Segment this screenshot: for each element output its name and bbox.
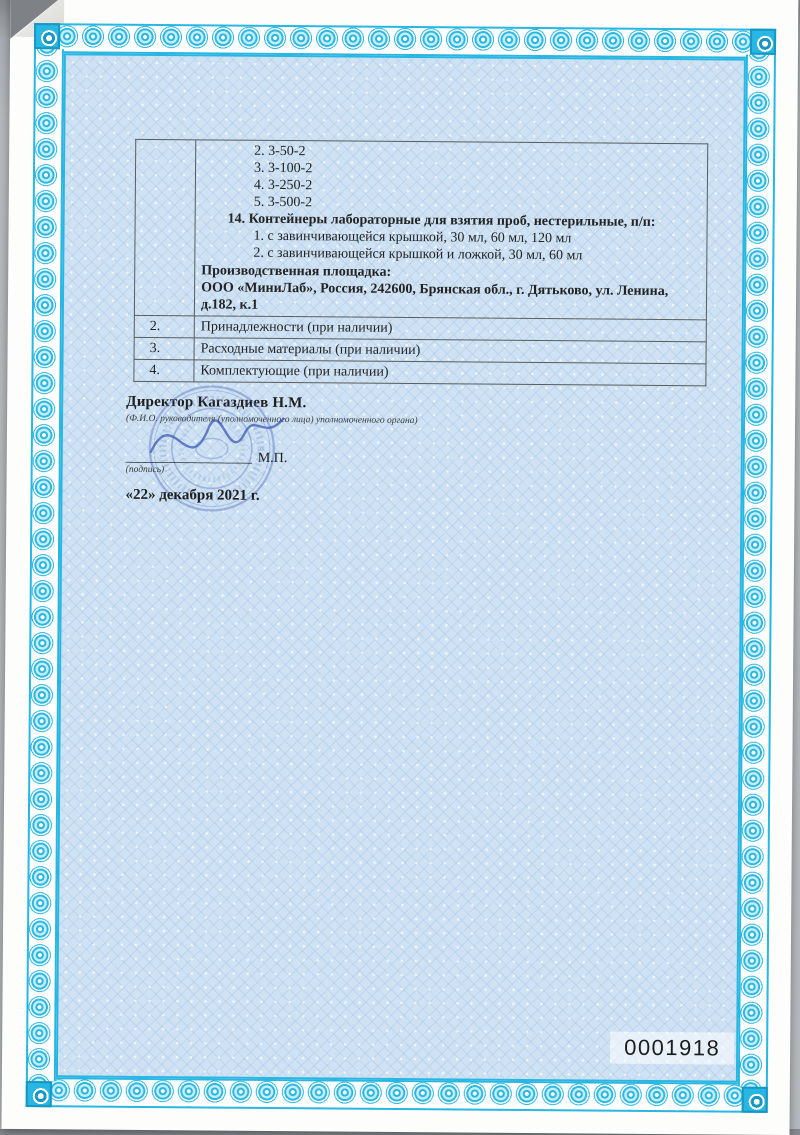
list-item: 1. с завинчивающейся крышкой, 30 мл, 60 мл, 120 мл xyxy=(253,229,572,247)
table-cell-number xyxy=(134,139,195,315)
table-cell-number: 3. xyxy=(134,337,194,360)
director-caption: (Ф.И.О. руководителя (уполномоченного лица) уполномоченного органа) xyxy=(126,413,418,427)
table-cell-text: Принадлежности (при наличии) xyxy=(194,316,706,342)
border-corner-rosette xyxy=(26,1081,52,1107)
table-cell-number: 4. xyxy=(134,359,194,382)
signature-caption: (подпись) xyxy=(125,464,165,476)
table-cell-number: 2. xyxy=(134,315,194,338)
items-table xyxy=(133,139,708,387)
item-14-title: 14. Контейнеры лабораторные для взятия проб, нестерильные, п/п: xyxy=(227,211,656,231)
certificate-body xyxy=(56,53,746,1082)
border-corner-rosette xyxy=(34,23,60,49)
signature-rule: __________________ xyxy=(125,449,252,466)
table-row xyxy=(134,139,707,319)
serial-number: 0001918 xyxy=(610,1032,734,1065)
paper-sheet xyxy=(1,0,798,1135)
table-cell-text: Комплектующие (при наличии) xyxy=(194,360,706,386)
director-name-line: Директор Кагаздиев Н.М. xyxy=(126,393,307,412)
list-item: 5. 3-500-2 xyxy=(253,195,313,211)
mp-label: М.П. xyxy=(257,450,288,467)
border-corner-rosette xyxy=(742,1087,768,1113)
production-site-value: ООО «МиниЛаб», Россия, 242600, Брянская обл., г. Дятьково, ул. Ленина, д.182, к.1 xyxy=(200,280,669,313)
list-item: 2. 3-50-2 xyxy=(254,143,306,160)
border-band-bottom xyxy=(26,1077,768,1113)
table-cell-text: Расходные материалы (при наличии) xyxy=(194,338,706,364)
document-date: «22» декабря 2021 г. xyxy=(125,486,260,504)
production-site-label: Производственная площадка: xyxy=(201,262,392,280)
list-item: 3. 3-100-2 xyxy=(253,160,313,177)
list-item: 4. 3-250-2 xyxy=(253,177,313,194)
table-row xyxy=(134,359,706,386)
table-cell-items xyxy=(194,140,707,320)
border-corner-rosette xyxy=(750,29,776,55)
decorative-border-frame xyxy=(26,23,776,1113)
list-item: 2. с завинчивающейся крышкой и ложкой, 30 мл, 60 мл xyxy=(253,246,583,264)
